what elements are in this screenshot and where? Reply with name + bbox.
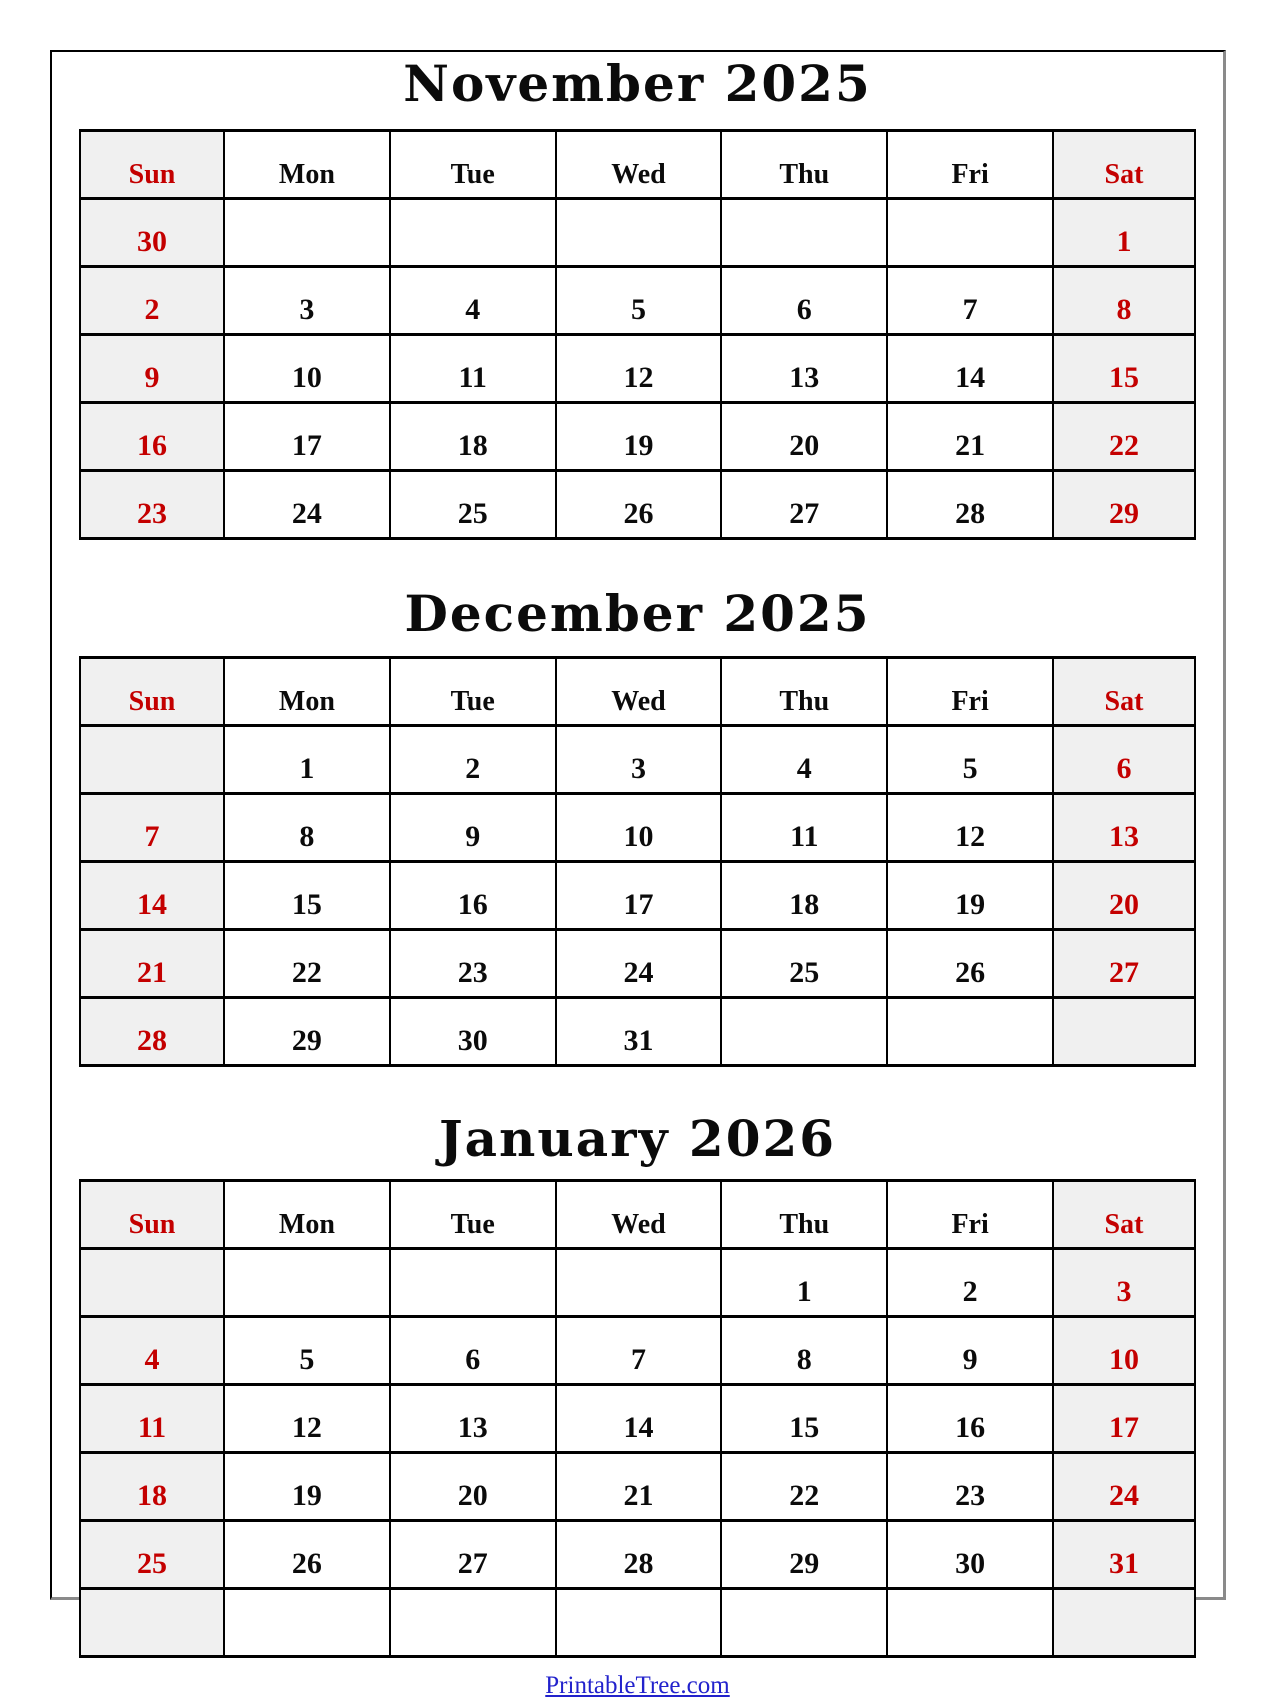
day-cell — [721, 1589, 887, 1657]
day-header: Sat — [1053, 131, 1195, 199]
day-cell: 2 — [80, 267, 224, 335]
day-header: Wed — [556, 131, 722, 199]
day-cell — [556, 1589, 722, 1657]
day-cell: 18 — [80, 1453, 224, 1521]
week-row — [80, 1385, 1195, 1453]
day-cell: 4 — [80, 1317, 224, 1385]
day-cell: 3 — [556, 726, 722, 794]
day-cell: 9 — [390, 794, 556, 862]
day-cell: 30 — [887, 1521, 1053, 1589]
footer-link[interactable]: PrintableTree.com — [545, 1672, 730, 1699]
day-cell: 13 — [390, 1385, 556, 1453]
day-header: Thu — [721, 1181, 887, 1249]
day-cell: 29 — [721, 1521, 887, 1589]
day-cell: 16 — [390, 862, 556, 930]
day-header: Tue — [390, 131, 556, 199]
day-cell: 4 — [721, 726, 887, 794]
calendar-table — [79, 1179, 1196, 1658]
day-header: Mon — [224, 131, 390, 199]
day-cell — [224, 199, 390, 267]
day-cell: 13 — [1053, 794, 1195, 862]
day-cell: 23 — [80, 471, 224, 539]
day-cell: 10 — [556, 794, 722, 862]
week-row — [80, 1249, 1195, 1317]
day-header: Tue — [390, 658, 556, 726]
day-header: Thu — [721, 658, 887, 726]
day-cell: 12 — [887, 794, 1053, 862]
day-header: Fri — [887, 658, 1053, 726]
day-cell: 27 — [1053, 930, 1195, 998]
day-cell: 25 — [390, 471, 556, 539]
day-cell: 26 — [224, 1521, 390, 1589]
month-title: November 2025 — [403, 54, 872, 113]
day-cell: 4 — [390, 267, 556, 335]
week-row — [80, 862, 1195, 930]
day-cell — [224, 1589, 390, 1657]
week-row — [80, 403, 1195, 471]
day-cell — [390, 199, 556, 267]
day-cell: 12 — [224, 1385, 390, 1453]
day-cell: 19 — [556, 403, 722, 471]
day-cell: 23 — [887, 1453, 1053, 1521]
day-cell: 26 — [887, 930, 1053, 998]
day-cell: 17 — [224, 403, 390, 471]
day-cell: 29 — [224, 998, 390, 1066]
day-cell: 22 — [224, 930, 390, 998]
day-cell: 3 — [1053, 1249, 1195, 1317]
day-cell: 31 — [556, 998, 722, 1066]
week-row — [80, 267, 1195, 335]
day-cell: 18 — [390, 403, 556, 471]
week-row — [80, 471, 1195, 539]
day-cell — [224, 1249, 390, 1317]
day-cell: 28 — [556, 1521, 722, 1589]
week-row — [80, 930, 1195, 998]
month-section-january-2026 — [52, 1111, 1223, 1658]
day-cell: 25 — [80, 1521, 224, 1589]
day-cell: 23 — [390, 930, 556, 998]
day-cell: 5 — [224, 1317, 390, 1385]
day-cell: 30 — [80, 199, 224, 267]
day-header: Sun — [80, 658, 224, 726]
day-cell: 28 — [887, 471, 1053, 539]
day-cell: 11 — [80, 1385, 224, 1453]
day-cell — [721, 199, 887, 267]
day-cell: 8 — [1053, 267, 1195, 335]
footer — [52, 1672, 1223, 1700]
day-cell: 12 — [556, 335, 722, 403]
week-row — [80, 726, 1195, 794]
week-row — [80, 794, 1195, 862]
day-cell — [887, 998, 1053, 1066]
month-section-november-2025 — [52, 56, 1223, 540]
day-cell: 5 — [556, 267, 722, 335]
day-cell: 1 — [1053, 199, 1195, 267]
day-cell: 21 — [80, 930, 224, 998]
day-header-row — [80, 1181, 1195, 1249]
day-cell: 14 — [887, 335, 1053, 403]
day-cell: 24 — [556, 930, 722, 998]
day-cell: 19 — [887, 862, 1053, 930]
calendar-table — [79, 656, 1196, 1067]
day-cell: 1 — [224, 726, 390, 794]
day-cell — [1053, 1589, 1195, 1657]
day-cell: 29 — [1053, 471, 1195, 539]
day-cell: 15 — [721, 1385, 887, 1453]
day-header: Wed — [556, 1181, 722, 1249]
day-header: Sun — [80, 131, 224, 199]
day-header: Tue — [390, 1181, 556, 1249]
month-title: January 2026 — [438, 1109, 837, 1168]
day-cell: 7 — [80, 794, 224, 862]
day-cell: 15 — [1053, 335, 1195, 403]
day-cell: 25 — [721, 930, 887, 998]
day-cell — [556, 1249, 722, 1317]
calendar-table — [79, 129, 1196, 540]
day-header: Fri — [887, 1181, 1053, 1249]
day-cell: 8 — [721, 1317, 887, 1385]
day-cell: 19 — [224, 1453, 390, 1521]
day-cell: 5 — [887, 726, 1053, 794]
day-cell: 10 — [224, 335, 390, 403]
day-header: Sat — [1053, 658, 1195, 726]
week-row — [80, 1317, 1195, 1385]
day-cell: 6 — [721, 267, 887, 335]
page-frame — [50, 50, 1226, 1699]
day-cell: 20 — [390, 1453, 556, 1521]
day-cell: 31 — [1053, 1521, 1195, 1589]
day-cell: 6 — [390, 1317, 556, 1385]
day-cell: 11 — [390, 335, 556, 403]
day-cell: 10 — [1053, 1317, 1195, 1385]
day-cell: 7 — [556, 1317, 722, 1385]
day-cell: 20 — [721, 403, 887, 471]
week-row — [80, 1589, 1195, 1657]
day-cell — [887, 199, 1053, 267]
day-cell: 16 — [887, 1385, 1053, 1453]
day-cell — [390, 1589, 556, 1657]
day-header: Thu — [721, 131, 887, 199]
day-cell: 17 — [1053, 1385, 1195, 1453]
day-cell: 26 — [556, 471, 722, 539]
day-cell: 21 — [556, 1453, 722, 1521]
day-cell: 24 — [224, 471, 390, 539]
day-header: Mon — [224, 658, 390, 726]
day-cell: 16 — [80, 403, 224, 471]
day-cell: 27 — [721, 471, 887, 539]
day-cell: 22 — [1053, 403, 1195, 471]
day-cell: 6 — [1053, 726, 1195, 794]
day-cell: 9 — [80, 335, 224, 403]
day-cell — [556, 199, 722, 267]
day-cell: 20 — [1053, 862, 1195, 930]
day-cell: 2 — [887, 1249, 1053, 1317]
week-row — [80, 998, 1195, 1066]
day-cell — [80, 1589, 224, 1657]
day-header: Fri — [887, 131, 1053, 199]
day-cell: 2 — [390, 726, 556, 794]
day-cell — [80, 726, 224, 794]
day-cell — [80, 1249, 224, 1317]
day-cell — [390, 1249, 556, 1317]
day-cell: 24 — [1053, 1453, 1195, 1521]
month-section-december-2025 — [52, 586, 1223, 1067]
day-cell: 22 — [721, 1453, 887, 1521]
month-title: December 2025 — [404, 584, 871, 643]
day-header: Sun — [80, 1181, 224, 1249]
day-cell: 17 — [556, 862, 722, 930]
week-row — [80, 1521, 1195, 1589]
week-row — [80, 335, 1195, 403]
day-cell: 30 — [390, 998, 556, 1066]
day-cell: 14 — [80, 862, 224, 930]
day-cell — [1053, 998, 1195, 1066]
day-header: Sat — [1053, 1181, 1195, 1249]
day-cell: 3 — [224, 267, 390, 335]
week-row — [80, 199, 1195, 267]
day-cell: 14 — [556, 1385, 722, 1453]
day-cell: 9 — [887, 1317, 1053, 1385]
day-cell: 21 — [887, 403, 1053, 471]
day-cell: 8 — [224, 794, 390, 862]
day-header-row — [80, 658, 1195, 726]
day-header: Wed — [556, 658, 722, 726]
day-header: Mon — [224, 1181, 390, 1249]
day-cell: 15 — [224, 862, 390, 930]
day-cell: 27 — [390, 1521, 556, 1589]
day-cell: 11 — [721, 794, 887, 862]
day-cell: 28 — [80, 998, 224, 1066]
day-cell — [887, 1589, 1053, 1657]
day-cell: 1 — [721, 1249, 887, 1317]
week-row — [80, 1453, 1195, 1521]
day-cell: 13 — [721, 335, 887, 403]
day-header-row — [80, 131, 1195, 199]
day-cell: 7 — [887, 267, 1053, 335]
day-cell — [721, 998, 887, 1066]
day-cell: 18 — [721, 862, 887, 930]
